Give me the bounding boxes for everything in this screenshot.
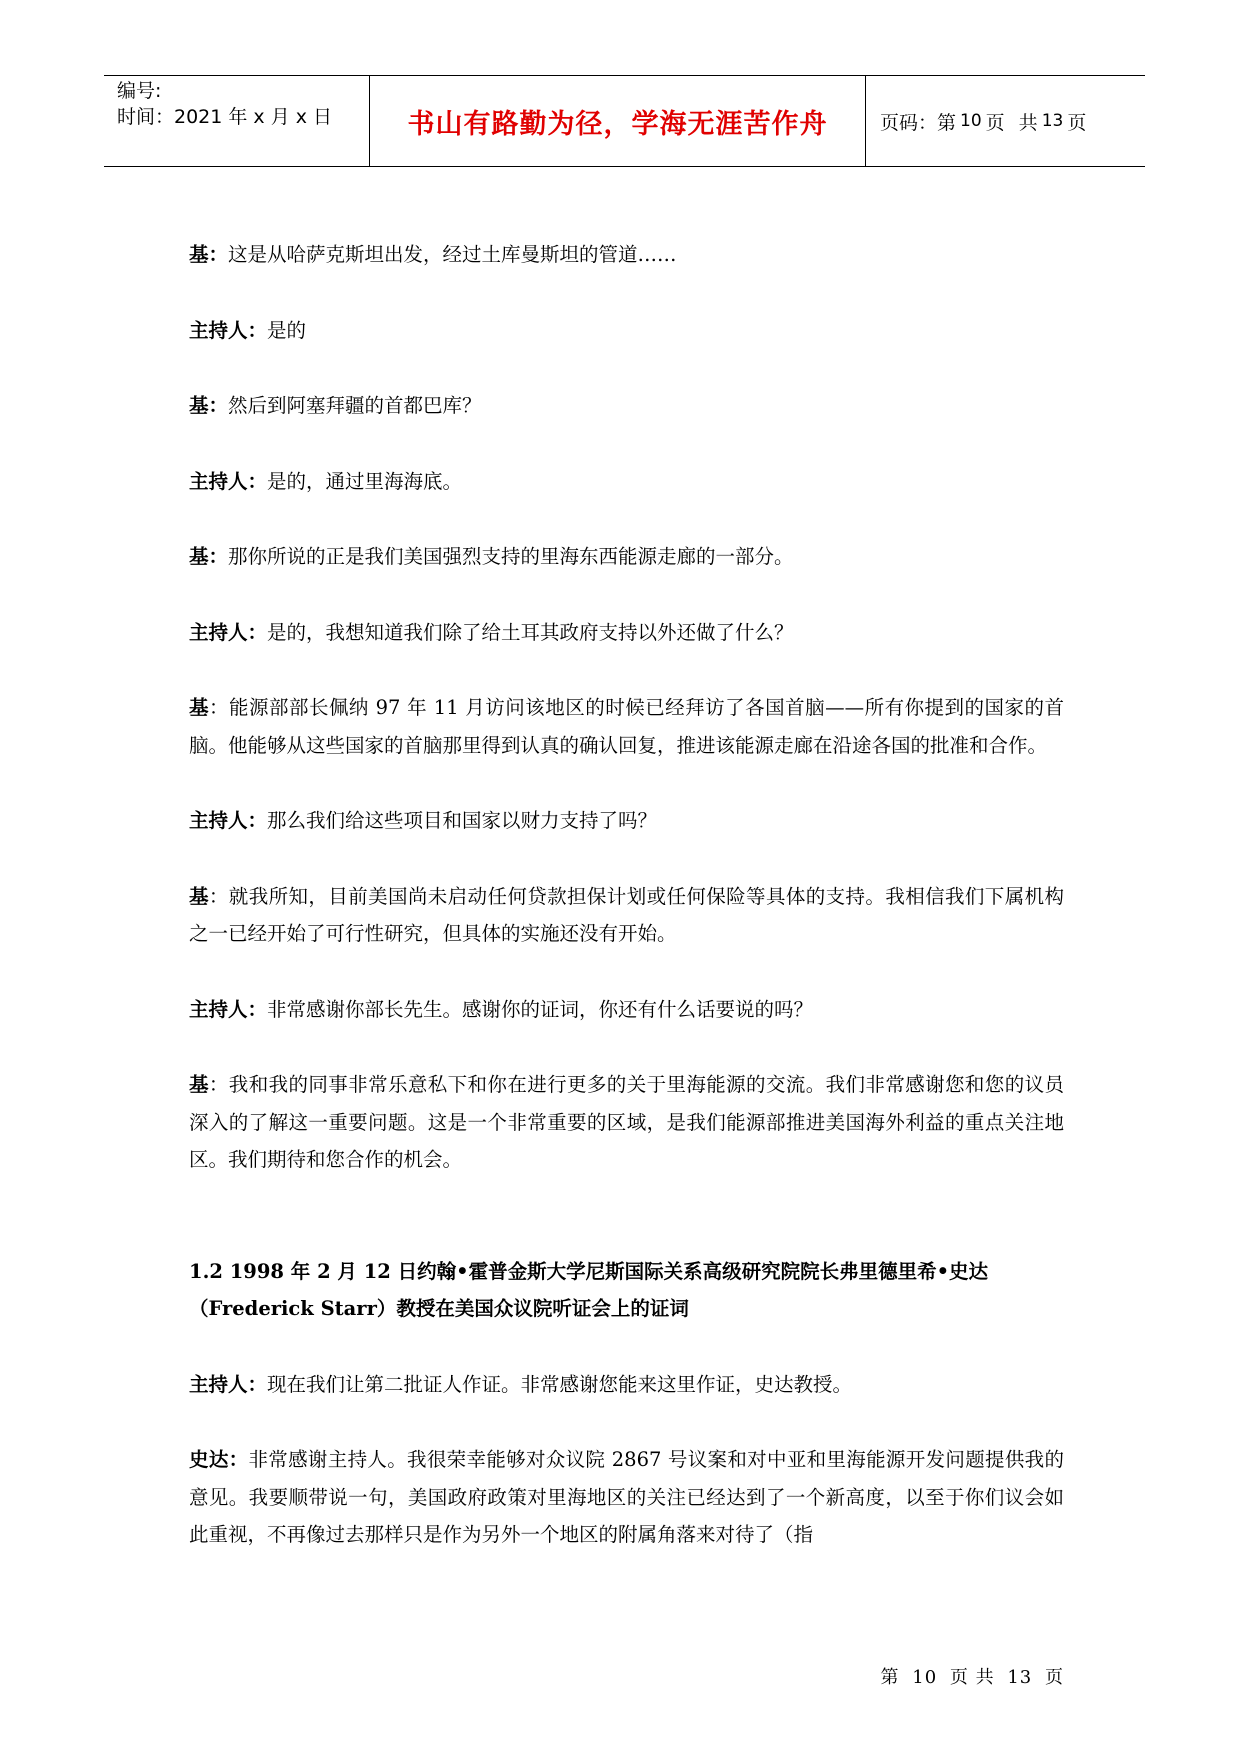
dialogue-text: 是的，我想知道我们除了给土耳其政府支持以外还做了什么？ — [267, 620, 794, 644]
dialogue-paragraph — [189, 463, 1064, 501]
speaker-label: 主持人： — [189, 620, 268, 644]
dialogue-paragraph — [189, 387, 1064, 425]
dialogue-text: 那么我们给这些项目和国家以财力支持了吗？ — [267, 809, 658, 832]
dialogue-paragraph — [189, 689, 1064, 764]
footer-prefix: 第 — [880, 1667, 900, 1688]
speaker-label: 基 — [189, 1073, 209, 1096]
dialogue-paragraph — [189, 1366, 1064, 1404]
footer-current-page: 10 — [912, 1667, 938, 1688]
header-page-number — [866, 76, 1145, 166]
dialogue-text: 然后到阿塞拜疆的首都巴库？ — [228, 394, 482, 417]
dialogue-paragraph — [189, 991, 1064, 1029]
section-heading: 1.2 1998 年 2 月 12 日约翰•霍普金斯大学尼斯国际关系高级研究院院长弗里德里希•史达（Frederick Starr）教授在美国众议院听证会上的证词 — [189, 1259, 989, 1320]
speaker-label: 基： — [189, 243, 229, 266]
speaker-label: 基： — [189, 394, 229, 417]
dialogue-text: 现在我们让第二批证人作证。非常感谢您能来这里作证，史达教授。 — [267, 1372, 853, 1396]
speaker-label: 主持人： — [189, 997, 268, 1021]
speaker-label: 主持人： — [189, 1372, 268, 1396]
dialogue-text: 那你所说的正是我们美国强烈支持的里海东西能源走廊的一部分。 — [228, 545, 794, 568]
dialogue-text: ：我和我的同事非常乐意私下和你在进行更多的关于里海能源的交流。我们非常感谢您和您的议员深入的了解这一重要问题。这是一个非常重要的区域，是我们能源部推进美国海外利益的重点关注地区。我们期待和您合作的机会。 — [189, 1073, 1064, 1171]
dialogue-paragraph — [189, 236, 1064, 274]
page-current: 10 — [960, 111, 982, 131]
dialogue-paragraph — [189, 538, 1064, 576]
footer-total-pages: 13 — [1007, 1667, 1033, 1688]
dialogue-text: 非常感谢主持人。我很荣幸能够对众议院 2867 号议案和对中亚和里海能源开发问题提供我的意见。我要顺带说一句，美国政府政策对里海地区的关注已经达到了一个新高度，以至于你们议会如此重视，不再像过去那样只是作为另外一个地区的附属角落来对待了（指 — [189, 1448, 1064, 1546]
page-mid: 页 — [985, 111, 1005, 134]
document-number-label: 编号: — [117, 80, 162, 102]
document-body — [189, 236, 1064, 1592]
dialogue-paragraph — [189, 1066, 1064, 1179]
header-meta — [104, 76, 370, 166]
dialogue-text: ：能源部部长佩纳 97 年 11 月访问该地区的时候已经拜访了各国首脑——所有你提到的国家的首脑。他能够从这些国家的首脑那里得到认真的确认回复，推进该能源走廊在沿途各国的批准和合作。 — [189, 696, 1064, 757]
dialogue-text: 这是从哈萨克斯坦出发，经过土库曼斯坦的管道…… — [228, 243, 677, 266]
dialogue-paragraph — [189, 878, 1064, 953]
document-time-label: 时间：2021 年 x 月 x 日 — [117, 106, 333, 128]
speaker-label: 基 — [189, 884, 209, 908]
dialogue-text: 非常感谢你部长先生。感谢你的证词，你还有什么话要说的吗？ — [267, 997, 814, 1021]
speaker-label: 基： — [189, 545, 229, 568]
dialogue-text: 是的，通过里海海底。 — [267, 469, 463, 493]
speaker-label: 主持人： — [189, 469, 268, 493]
page-total-prefix: 共 — [1018, 111, 1038, 134]
page-suffix: 页 — [1067, 111, 1087, 134]
page-header — [104, 75, 1145, 167]
speaker-label: 主持人： — [189, 809, 268, 832]
footer-suffix: 页 — [1045, 1667, 1064, 1688]
dialogue-paragraph — [189, 614, 1064, 652]
page-total: 13 — [1041, 111, 1064, 131]
dialogue-text: ：就我所知，目前美国尚未启动任何贷款担保计划或任何保险等具体的支持。我相信我们下属机构之一已经开始了可行性研究，但具体的实施还没有开始。 — [189, 884, 1064, 945]
footer-mid: 页 共 — [949, 1667, 995, 1688]
header-motto: 书山有路勤为径，学海无涯苦作舟 — [370, 76, 866, 166]
dialogue-paragraph — [189, 802, 1064, 840]
dialogue-paragraph — [189, 312, 1064, 350]
page-prefix: 页码：第 — [880, 111, 957, 134]
page-footer — [0, 1663, 1064, 1689]
speaker-label: 史达： — [189, 1448, 249, 1471]
speaker-label: 基 — [189, 696, 209, 719]
dialogue-text: 是的 — [267, 318, 307, 342]
speaker-label: 主持人： — [189, 318, 268, 342]
dialogue-paragraph — [189, 1441, 1064, 1554]
